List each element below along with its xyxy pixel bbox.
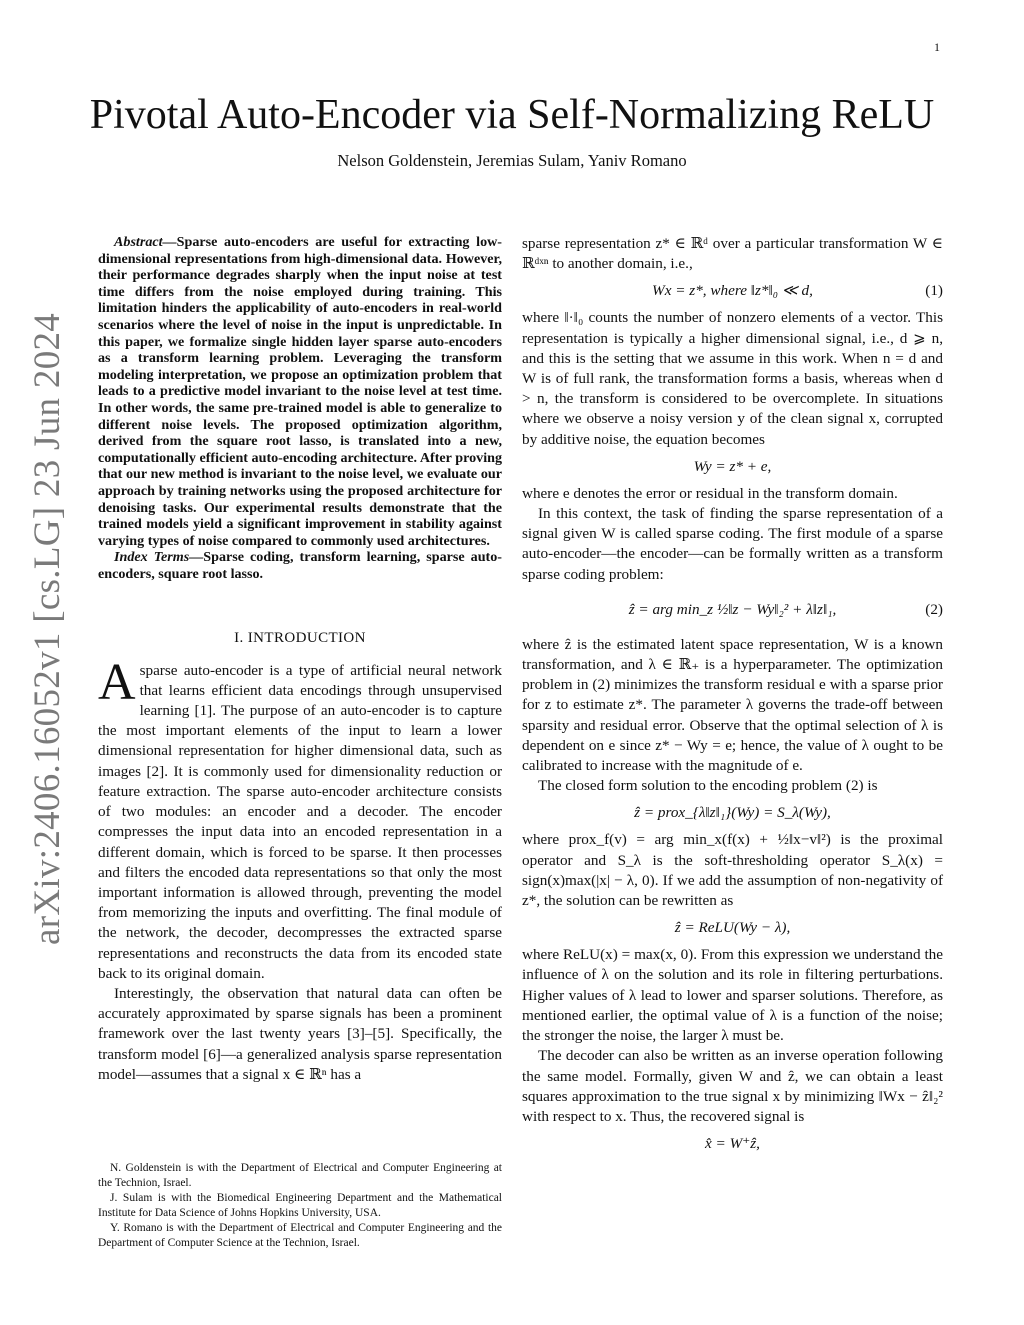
equation-1	[522, 280, 943, 302]
right-paragraph-1: where ‖·‖₀ counts the number of nonzero elements of a vector. This representation is typically a higher dimensional signal, i.e., d ⩾ n, and this is the setting that we assume in this work. When n = d and W is of full rank, the transformation forms a basis, whereas when d > n, the transform is considered to be overcomplete. In situations where we observe a noisy version y of the clean signal x, corrupted by additive noise, the equation becomes	[522, 309, 943, 448]
abstract	[98, 234, 502, 549]
right-paragraph-5: The closed form solution to the encoding problem (2) is	[538, 777, 878, 795]
author-list: Nelson Goldenstein, Jeremias Sulam, Yaniv Romano	[337, 151, 687, 170]
intro-paragraph-1-text: sparse auto-encoder is a type of artificial neural network that learns efficient data encodings through unsupervised learning [1]. The purpose of an auto-encoder is to capture the most important elements of the input to learn a lower dimensional representation for higher dimensional data, such as images [2]. It is commonly used for dimensionality reduction or feature extraction. The sparse auto-encoder architecture consists of two modules: an encoder and a decoder. The encoder compresses the input data into an encoded representation in a different domain, which is forced to be sparse. It then processes and filters the encoded data representations so that only the most important information is allowed through, preventing the model from memorizing the inputs and overfitting. The final module of the network, the decoder, decompresses the extracted sparse representations and reconstructs the data from its encoded state back to its original domain.	[98, 661, 502, 982]
abstract-text: Sparse auto-encoders are useful for extracting low-dimensional representations from high-dimensional data. However, their performance degrades sharply when the input noise at test time differs from the noise employed during training. This limitation hinders the applicability of auto-encoders in real-world scenarios where the level of noise in the input is unpredictable. In this paper, we formalize single hidden layer sparse auto-encoders as a transform learning problem. Leveraging the transform modeling interpretation, we propose an optimization problem that leads to a predictive model invariant to the noise level at test time. In other words, the same pre-trained model is able to generalize to different noise levels. The proposed optimization algorithm, derived from the square root lasso, is translated into a new, computationally efficient auto-encoding architecture. After proving that our new method is invariant to the noise level, we evaluate our approach by training networks using the proposed architecture for denoising tasks. Our experimental results demonstrate that the trained models yield a significant improvement in stability against varying types of noise compared to commonly used architectures.	[98, 234, 502, 549]
equation-1-number: (1)	[925, 282, 943, 300]
equation-relu-body: ẑ = ReLU(Wy − λ),	[674, 919, 791, 937]
paper-title: Pivotal Auto-Encoder via Self-Normalizing ReLU	[89, 92, 935, 138]
equation-2-body: ẑ = arg min_z ½‖z − Wy‖₂² + λ‖z‖₁,	[628, 600, 837, 618]
equation-prox	[522, 802, 943, 824]
right-paragraph-8: The decoder can also be written as an inverse operation following the same model. Formally, given W and ẑ, we can obtain a least squares approximation to the true signal x by minimizing ‖Wx − ẑ‖₂² with respect to x. Thus, the recovered signal is	[522, 1047, 943, 1125]
footnotes	[98, 1161, 502, 1252]
intro-paragraph-1	[98, 653, 502, 984]
equation-recover	[522, 1133, 943, 1155]
equation-relu	[522, 917, 943, 939]
equation-2-number: (2)	[925, 600, 943, 618]
drop-cap: A	[98, 653, 136, 711]
index-terms-text: Sparse coding, transform learning, sparse auto-encoders, square root lasso.	[98, 549, 502, 582]
right-column	[522, 234, 943, 1161]
intro-paragraph-2: Interestingly, the observation that natural data can often be accurately approximated by sparse signals has been a prominent framework over the last twenty years [3]–[5]. Specifically, the transform model [6]—a generalized analysis sparse representation model—assumes that a signal x ∈ ℝⁿ has a	[98, 984, 502, 1083]
equation-noisy-body: Wy = z* + e,	[693, 457, 772, 475]
index-terms-label: Index Terms—	[114, 549, 204, 566]
left-column	[98, 234, 502, 1085]
right-paragraph-4: where ẑ is the estimated latent space representation, W is a known transformation, and λ ∈ ℝ₊ is a hyperparameter. The optimization problem in (2) minimizes the transform residual e with a sparse prior for z to estimate z*. The parameter λ governs the trade-off between sparsity and residual error. Observe that the optimal selection of λ is dependent on e since z* − Wy = e; hence, the value of λ ought to be calibrated to increase with the magnitude of e.	[522, 635, 943, 775]
page-number: 1	[934, 40, 940, 54]
footnote-author-3: Y. Romano is with the Department of Electrical and Computer Engineering and the Department of Computer Science at the Technion, Israel.	[98, 1222, 502, 1249]
abstract-label: Abstract—	[114, 234, 177, 250]
equation-prox-body: ẑ = prox_{λ‖z‖₁}(Wy) = S_λ(Wy),	[634, 804, 831, 822]
right-paragraph-2: where e denotes the error or residual in the transform domain.	[522, 484, 898, 502]
footnote-author-1: N. Goldenstein is with the Department of Electrical and Computer Engineering at the Technion, Israel.	[98, 1162, 502, 1189]
index-terms	[98, 549, 502, 582]
right-paragraph-0: sparse representation z* ∈ ℝᵈ over a particular transformation W ∈ ℝᵈˣⁿ to another domain, i.e.,	[522, 235, 943, 273]
right-paragraph-3: In this context, the task of finding the sparse representation of a signal given W is called sparse coding. The first module of a sparse auto-encoder—the encoder—can be formally written as a transform sparse coding problem:	[522, 505, 943, 583]
equation-1-body: Wx = z*, where ‖z*‖₀ ≪ d,	[652, 282, 813, 300]
section-heading-introduction: I. INTRODUCTION	[234, 630, 366, 647]
equation-noisy	[522, 456, 943, 478]
equation-2	[522, 591, 943, 629]
footnote-author-2: J. Sulam is with the Biomedical Engineering Department and the Mathematical Institute for Data Science of Johns Hopkins University, USA.	[98, 1192, 502, 1219]
equation-recover-body: x̂ = W⁺ẑ,	[705, 1135, 760, 1153]
right-paragraph-6: where prox_f(v) = arg min_x(f(x) + ½‖x−v‖²) is the proximal operator and S_λ is the soft-thresholding operator S_λ(x) = sign(x)max(|x| − λ, 0). If we add the assumption of non-negativity of z*, the solution can be rewritten as	[522, 831, 943, 910]
arxiv-identifier: arXiv:2406.16052v1 [cs.LG] 23 Jun 2024	[27, 312, 68, 945]
right-paragraph-7: where ReLU(x) = max(x, 0). From this expression we understand the influence of λ on the solution and its role in filtering perturbations. Higher values of λ lead to lower and sparser solutions. Therefore, as mentioned earlier, the optimal value of λ is a function of the noise; the stronger the noise, the larger λ must be.	[522, 946, 943, 1045]
